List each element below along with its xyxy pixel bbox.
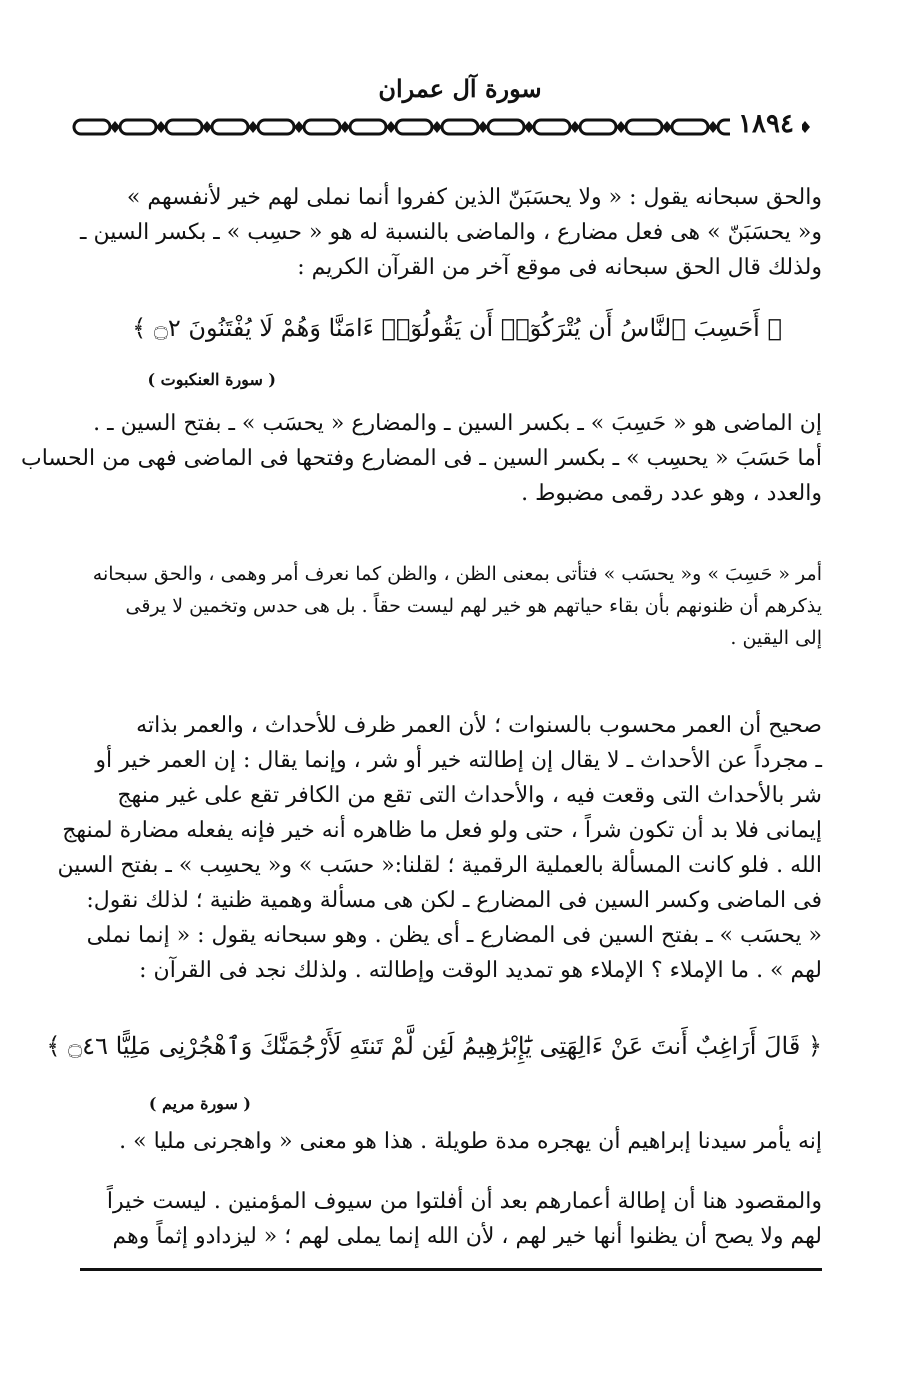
text-line: شر بالأحداث التى وقعت فيه ، والأحداث التى تقع من الكافر تقع على غير منهج: [117, 783, 822, 808]
text-line: و« يحسَبَنّ » هى فعل مضارع ، والماضى بالنسبة له هو « حسِب » ـ بكسر السين ـ: [80, 220, 822, 245]
paragraph-1: [80, 180, 822, 285]
verse-reference-ankabut: ( سورة العنكبوت ): [147, 370, 276, 389]
ornament-oval: [258, 120, 294, 134]
ornament-oval: [396, 120, 432, 134]
text-line: والحق سبحانه يقول : « ولا يحسَبَنّ الذين كفروا أنما نملى لهم خير لأنفسهم »: [126, 185, 822, 210]
text-line: إيمانى فلا بد أن تكون شراً ، حتى ولو فعل ما ظاهره أنه خير فإنه يفعله مضارة لمنهج: [62, 818, 822, 843]
ornament-oval: [488, 120, 524, 134]
paragraph-3: [92, 558, 822, 654]
bottom-rule: [80, 1268, 822, 1271]
text-line: إن الماضى هو « حَسِبَ » ـ بكسر السين ـ والمضارع « يحسَب » ـ بفتح السين ـ .: [93, 411, 822, 436]
text-line: والعدد ، وهو عدد رقمى مضبوط .: [521, 481, 822, 506]
text-line: إنه يأمر سيدنا إبراهيم أن يهجره مدة طويلة . هذا هو معنى « واهجرنى مليا » .: [119, 1129, 822, 1154]
text-line: لهم » . ما الإملاء ؟ الإملاء هو تمديد الوقت وإطالته . ولذلك نجد فى القرآن :: [139, 958, 822, 983]
paragraph-5: [92, 1124, 822, 1159]
ornament-oval: [626, 120, 662, 134]
surah-title: سورة آل عمران: [378, 74, 542, 103]
text-line: أمر « حَسِبَ » و« يحسَب » فتأتى بمعنى الظن ، والظن كما نعرف أمر وهمى ، والحق سبحانه: [92, 563, 822, 585]
quran-verse-ankabut: ﴿ أَحَسِبَ ٱلنَّاسُ أَن يُتْرَكُوٓا۟ أَن يَقُولُوٓا۟ ءَامَنَّا وَهُمْ لَا يُفْتَنُونَ ۝٢ ﴾: [132, 314, 782, 342]
ornament-oval: [120, 120, 156, 134]
text-line: إلى اليقين .: [730, 627, 822, 649]
paragraph-4: [57, 708, 822, 988]
text-line: والمقصود هنا أن إطالة أعمارهم بعد أن أفلتوا من سيوف المؤمنين . ليست خيراً: [106, 1189, 822, 1214]
ornament-oval: [304, 120, 340, 134]
ornament-oval: [212, 120, 248, 134]
text-line: أما حَسَبَ « يحسِب » ـ بكسر السين ـ فى المضارع وفتحها فى الماضى فهى من الحساب: [21, 446, 822, 471]
ornament-oval: [442, 120, 478, 134]
text-line: لهم ولا يصح أن يظنوا أنها خير لهم ، لأن الله إنما يملى لهم ؛ « ليزدادو إثماً وهم: [112, 1224, 822, 1249]
ornament-oval: [166, 120, 202, 134]
text-line: ـ مجرداً عن الأحداث ـ لا يقال إن إطالته خير أو شر ، وإنما يقال : إن العمر خير أو: [95, 748, 822, 773]
text-line: صحيح أن العمر محسوب بالسنوات ؛ لأن العمر ظرف للأحداث ، والعمر بذاته: [136, 713, 822, 738]
text-line: « يحسَب » ـ بفتح السين فى المضارع ـ أى يظن . وهو سبحانه يقول : « إنما نملى: [86, 923, 822, 948]
ornament-oval: [672, 120, 708, 134]
ornament-oval: [534, 120, 570, 134]
text-line: الله . فلو كانت المسألة بالعملية الرقمية ؛ لقلنا:« حسَب » و« يحسِب » ـ بفتح السين: [57, 853, 822, 878]
text-line: يذكرهم أن ظنونهم بأن بقاء حياتهم هو خير لهم ليست حقاً . بل هى حدس وتخمين لا يرقى: [125, 595, 822, 617]
ornament-oval: [580, 120, 616, 134]
text-line: ولذلك قال الحق سبحانه فى موقع آخر من القرآن الكريم :: [297, 255, 822, 280]
paragraph-6: [92, 1184, 822, 1254]
page-number: ١٨٩٤: [730, 109, 802, 139]
paragraph-2: [21, 406, 822, 511]
ornament-oval: [350, 120, 386, 134]
ornamental-header-rule: [68, 112, 836, 142]
quran-verse-maryam: ﴿ قَالَ أَرَاغِبٌ أَنتَ عَنْ ءَالِهَتِى يَٰٓإِبْرَٰهِيمُ لَئِن لَّمْ تَنتَهِ لَأَرْجُمَنَّكَ وَٱهْجُرْنِى مَلِيًّا ۝٤٦ ﴾: [46, 1032, 822, 1060]
verse-reference-maryam: ( سورة مريم ): [148, 1094, 251, 1113]
text-line: فى الماضى وكسر السين فى المضارع ـ لكن هى مسألة وهمية ظنية ؛ لذلك نقول:: [86, 888, 822, 913]
ornament-oval: [74, 120, 110, 134]
